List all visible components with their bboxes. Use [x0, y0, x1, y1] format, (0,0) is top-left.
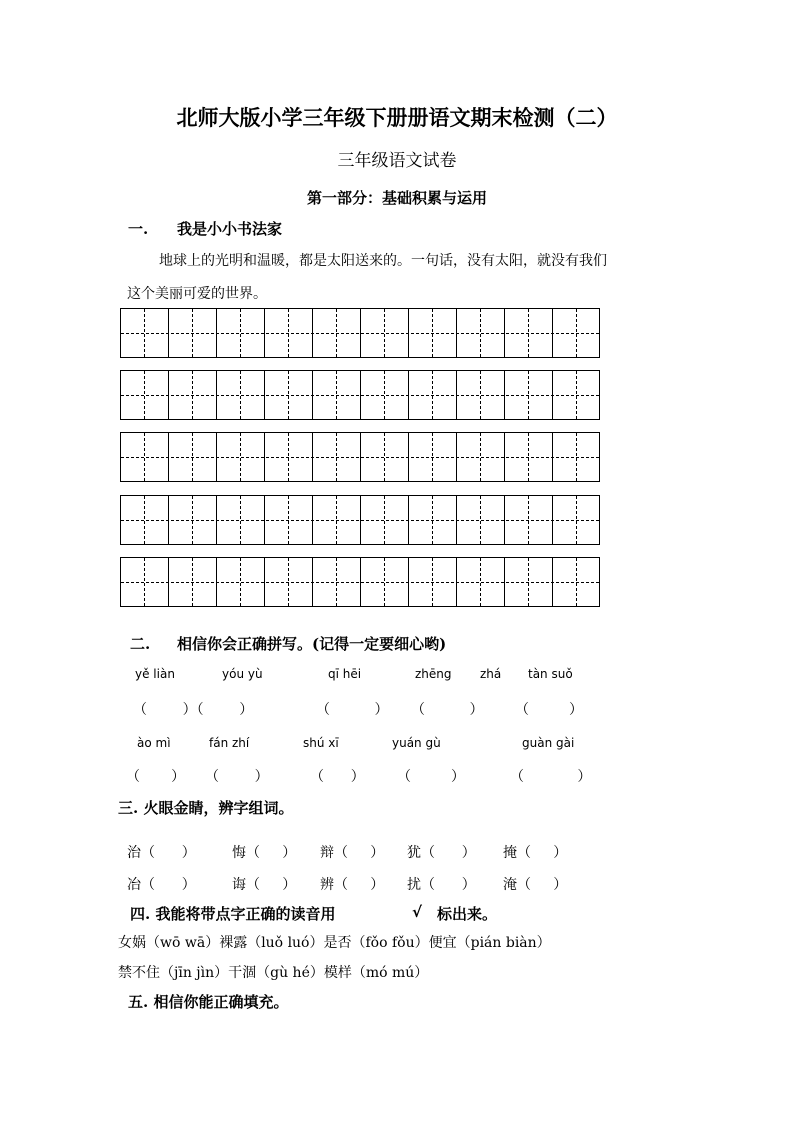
pinyin-item: yě liàn — [135, 667, 175, 681]
pinyin-item: ào mì — [137, 736, 171, 750]
answer-blank[interactable]: （ ） — [126, 769, 186, 785]
answer-blank[interactable]: （ ） — [421, 845, 476, 861]
answer-blank[interactable]: （ ） — [316, 702, 389, 718]
pinyin-item: guàn gài — [522, 736, 575, 750]
char-item: 淹 — [503, 877, 517, 893]
writing-grid-row[interactable] — [120, 557, 600, 607]
answer-blank[interactable]: （ ） — [334, 845, 385, 861]
pinyin-item: yóu yù — [222, 667, 263, 681]
answer-blank[interactable]: （ ） — [334, 877, 385, 893]
page-subtitle: 三年级语文试卷 — [337, 151, 457, 171]
answer-blank[interactable]: （ ） — [205, 769, 269, 785]
writing-grid-row[interactable] — [120, 432, 600, 482]
char-item: 治 — [127, 845, 141, 861]
char-item: 扰 — [407, 877, 421, 893]
answer-blank[interactable]: （ ） — [517, 845, 568, 861]
section4-line2: 禁不住（jīn jìn）干涸（gù hé）模样（mó mú） — [118, 965, 429, 981]
answer-blank[interactable]: （ ） — [310, 769, 365, 785]
section1-passage-line1: 地球上的光明和温暖，都是太阳送来的。一句话，没有太阳，就没有我们 — [159, 253, 607, 269]
section1-heading: 我是小小书法家 — [177, 220, 283, 238]
section2-heading: 相信你会正确拼写。(记得一定要细心哟) — [177, 635, 447, 653]
answer-blank[interactable]: （ ） — [141, 845, 196, 861]
pinyin-item: fán zhí — [209, 736, 250, 750]
char-item: 犹 — [407, 845, 421, 861]
char-item: 冶 — [127, 877, 141, 893]
answer-blank[interactable]: （ ） — [411, 702, 484, 718]
char-item: 诲 — [232, 877, 246, 893]
section4-heading: 四. 我能将带点字正确的读音用 — [130, 905, 336, 923]
pinyin-item: qī hēi — [328, 667, 362, 681]
writing-grid-row[interactable] — [120, 495, 600, 545]
pinyin-item: tàn suǒ — [528, 667, 573, 681]
answer-blank[interactable]: （ ） — [517, 877, 568, 893]
section5-heading: 五. 相信你能正确填充。 — [128, 993, 289, 1011]
answer-blank[interactable]: （ ） — [421, 877, 476, 893]
pinyin-item: shú xī — [303, 736, 339, 750]
answer-blank[interactable]: （ ）（ ） — [133, 702, 254, 718]
writing-grid-row[interactable] — [120, 308, 600, 358]
check-mark-icon: √ — [412, 903, 423, 921]
section4-heading-tail: 标出来。 — [437, 905, 498, 923]
char-item: 辨 — [320, 877, 334, 893]
section1-passage-line2: 这个美丽可爱的世界。 — [127, 286, 267, 302]
answer-blank[interactable]: （ ） — [515, 702, 584, 718]
answer-blank[interactable]: （ ） — [246, 845, 297, 861]
section4-line1: 女娲（wō wā）裸露（luǒ luó）是否（fǒo fǒu）便宜（pián biàn） — [118, 935, 551, 951]
answer-blank[interactable]: （ ） — [510, 769, 592, 785]
pinyin-item: yuán gù — [392, 736, 441, 750]
char-item: 辩 — [320, 845, 334, 861]
answer-blank[interactable]: （ ） — [397, 769, 466, 785]
section1-number: 一. — [128, 220, 149, 238]
pinyin-item: zhēng — [415, 667, 452, 681]
char-item: 掩 — [503, 845, 517, 861]
writing-grid-row[interactable] — [120, 370, 600, 420]
page-title: 北师大版小学三年级下册册语文期末检测（二） — [176, 105, 618, 130]
answer-blank[interactable]: （ ） — [246, 877, 297, 893]
part-one-heading: 第一部分：基础积累与运用 — [306, 189, 487, 207]
section3-heading: 三. 火眼金睛，辨字组词。 — [118, 799, 294, 817]
section2-number: 二. — [130, 635, 151, 653]
answer-blank[interactable]: （ ） — [141, 877, 196, 893]
pinyin-item: zhá — [480, 667, 502, 681]
char-item: 悔 — [232, 845, 246, 861]
